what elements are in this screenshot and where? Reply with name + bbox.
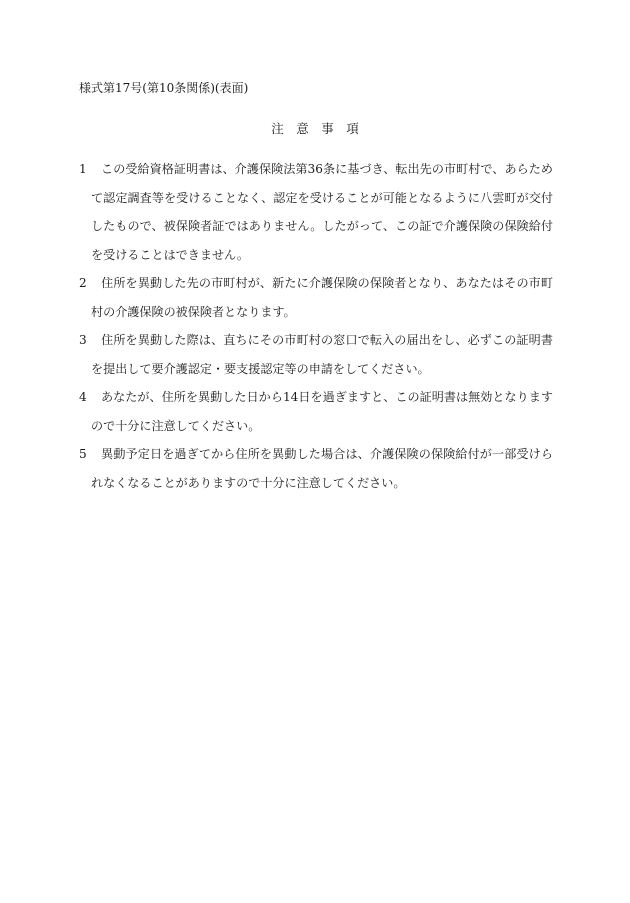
note-item [79, 326, 553, 383]
note-text: あなたが、住所を異動した日から14日を過ぎますと、この証明書は無効となりますので十分に注意してください。 [91, 390, 553, 433]
note-number: 2 [79, 276, 87, 290]
notes-list [79, 155, 553, 497]
note-item [79, 155, 553, 269]
note-item [79, 269, 553, 326]
note-text: 住所を異動した先の市町村が、新たに介護保険の保険者となり、あなたはその市町村の介護保険の被保険者となります。 [91, 276, 553, 319]
note-number: 3 [79, 333, 87, 347]
note-number: 4 [79, 390, 87, 404]
note-text: 住所を異動した際は、直ちにその市町村の窓口で転入の届出をし、必ずこの証明書を提出して要介護認定・要支援認定等の申請をしてください。 [91, 333, 553, 376]
note-item [79, 440, 553, 497]
note-item [79, 383, 553, 440]
form-number-label: 様式第17号(第10条関係)(表面) [79, 81, 249, 95]
note-number: 5 [79, 447, 87, 461]
note-text: 異動予定日を過ぎてから住所を異動した場合は、介護保険の保険給付が一部受けられなくなることがありますので十分に注意してください。 [91, 447, 553, 490]
note-text: この受給資格証明書は、介護保険法第36条に基づき、転出先の市町村で、あらためて認定調査等を受けることなく、認定を受けることが可能となるように八雲町が交付したもので、被保険者証ではありません。したがって、この証で介護保険の保険給付を受けることはできません。 [91, 162, 553, 262]
page-title: 注 意 事 項 [271, 121, 359, 136]
note-number: 1 [79, 162, 87, 176]
